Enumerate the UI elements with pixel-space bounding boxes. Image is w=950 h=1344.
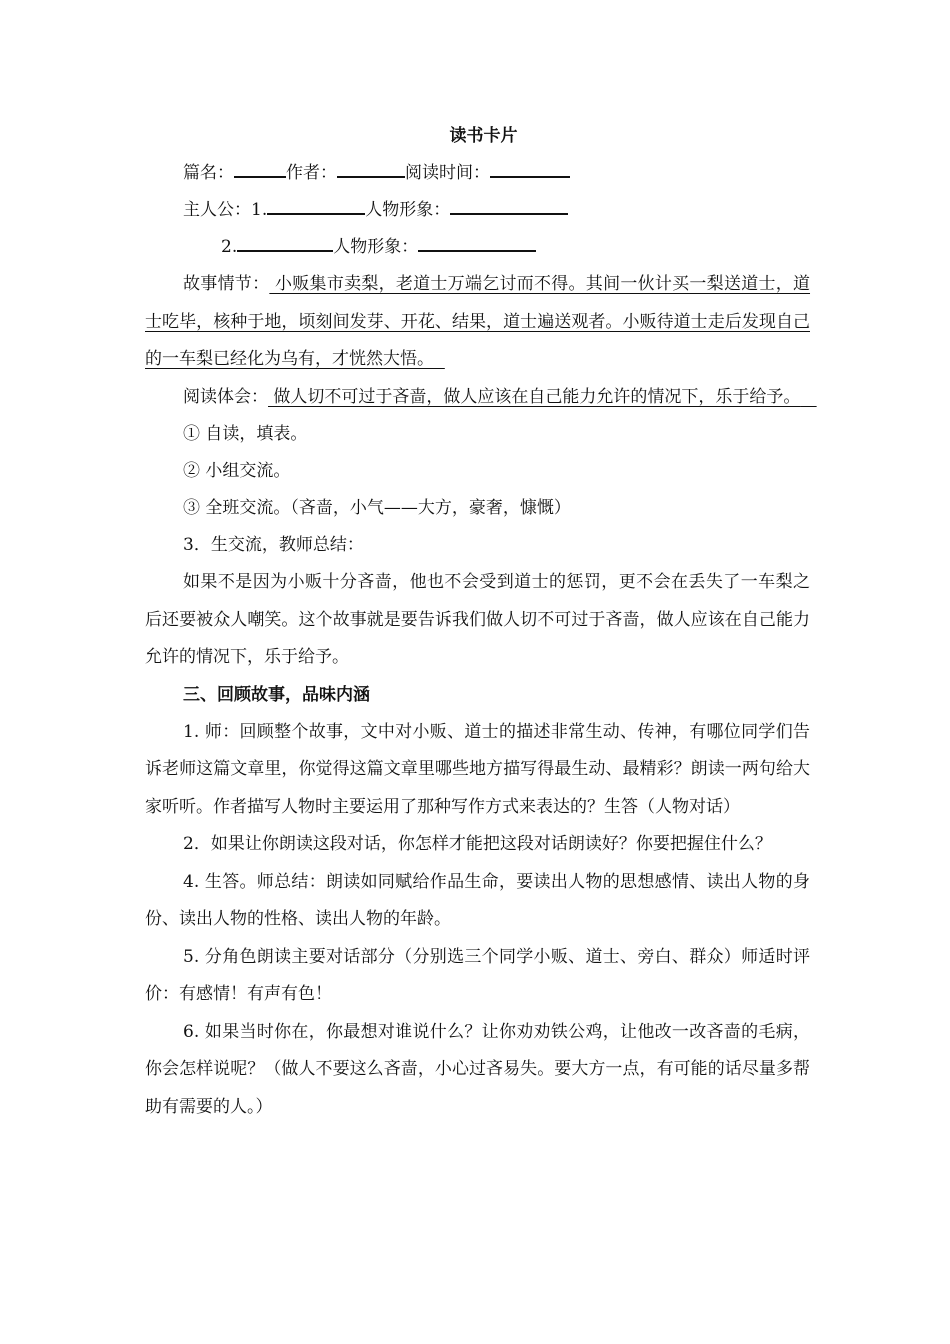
paragraph-1: 1. 师：回顾整个故事，文中对小贩、道士的描述非常生动、传神，有哪位同学们告诉老师这篇文章里，你觉得这篇文章里哪些地方描写得最生动、最精彩？朗读一两句给大家听听。作者描写人物时主要运用了那种写作方式来表达的？生答（人物对话） xyxy=(145,721,810,817)
reading-time-blank xyxy=(490,161,570,178)
reading-time-label: 阅读时间： xyxy=(405,163,490,183)
item-3-heading: 3．生交流，教师总结： xyxy=(183,535,364,555)
paragraph-5: 5. 分角色朗读主要对话部分（分别选三个同学小贩、道士、旁白、群众）师适时评价：有感情！有声有色！ xyxy=(145,946,810,1004)
step-2: ② 小组交流。 xyxy=(183,461,291,481)
author-blank xyxy=(337,161,405,178)
protagonist-2-blank xyxy=(237,235,333,252)
document-page xyxy=(145,118,817,1126)
piece-name-blank xyxy=(234,161,286,178)
step-3: ③ 全班交流。（吝啬，小气——大方，豪奢，慷慨） xyxy=(183,498,571,518)
protagonist-2-label: 2. xyxy=(221,237,238,257)
reading-reflection-text: 做人切不可过于吝啬，做人应该在自己能力允许的情况下，乐于给予。 xyxy=(268,386,817,407)
character-image-label: 人物形象： xyxy=(365,200,451,220)
card-title: 读书卡片 xyxy=(449,126,518,146)
protagonist-label: 主人公：1. xyxy=(183,200,268,220)
reading-reflection-label: 阅读体会： xyxy=(183,386,268,407)
paragraph-4: 4. 生答。师总结：朗读如同赋给作品生命，要读出人物的思想感情、读出人物的身份、读出人物的性格、读出人物的年龄。 xyxy=(145,871,810,929)
story-plot xyxy=(145,266,810,379)
paragraph-2: 2．如果让你朗读这段对话，你怎样才能把这段对话朗读好？你要把握住什么？ xyxy=(183,834,772,854)
story-plot-text: 小贩集市卖梨，老道士万端乞讨而不得。其间一伙计买一梨送道士，道士吃毕，核种于地，顷刻间发芽、开花、结果，道士遍送观者。小贩待道士走后发现自己的一车梨已经化为乌有，才恍然大悟。 xyxy=(145,274,811,369)
section-3-heading: 三、回顾故事，品味内涵 xyxy=(183,684,370,705)
card-row-protagonist-2 xyxy=(145,229,810,266)
card-row-title-author-time xyxy=(145,155,810,192)
author-label: 作者： xyxy=(286,163,337,183)
card-row-protagonist-1 xyxy=(145,192,810,229)
character-image-2-blank xyxy=(418,235,536,252)
character-image-2-label: 人物形象： xyxy=(333,237,419,257)
step-1: ① 自读，填表。 xyxy=(183,424,308,444)
character-image-1-blank xyxy=(450,198,568,215)
reading-reflection xyxy=(145,379,817,417)
paragraph-6: 6. 如果当时你在，你最想对谁说什么？让你劝劝铁公鸡，让他改一改吝啬的毛病，你会怎样说呢？（做人不要这么吝啬，小心过吝易失。要大方一点，有可能的话尽量多帮助有需要的人。） xyxy=(145,1021,810,1117)
protagonist-1-blank xyxy=(267,198,365,215)
teacher-summary: 如果不是因为小贩十分吝啬，他也不会受到道士的惩罚，更不会在丢失了一车梨之后还要被众人嘲笑。这个故事就是要告诉我们做人切不可过于吝啬，做人应该在自己能力允许的情况下，乐于给予。 xyxy=(145,572,810,667)
story-plot-label: 故事情节： xyxy=(183,274,270,294)
piece-name-label: 篇名： xyxy=(183,163,234,183)
